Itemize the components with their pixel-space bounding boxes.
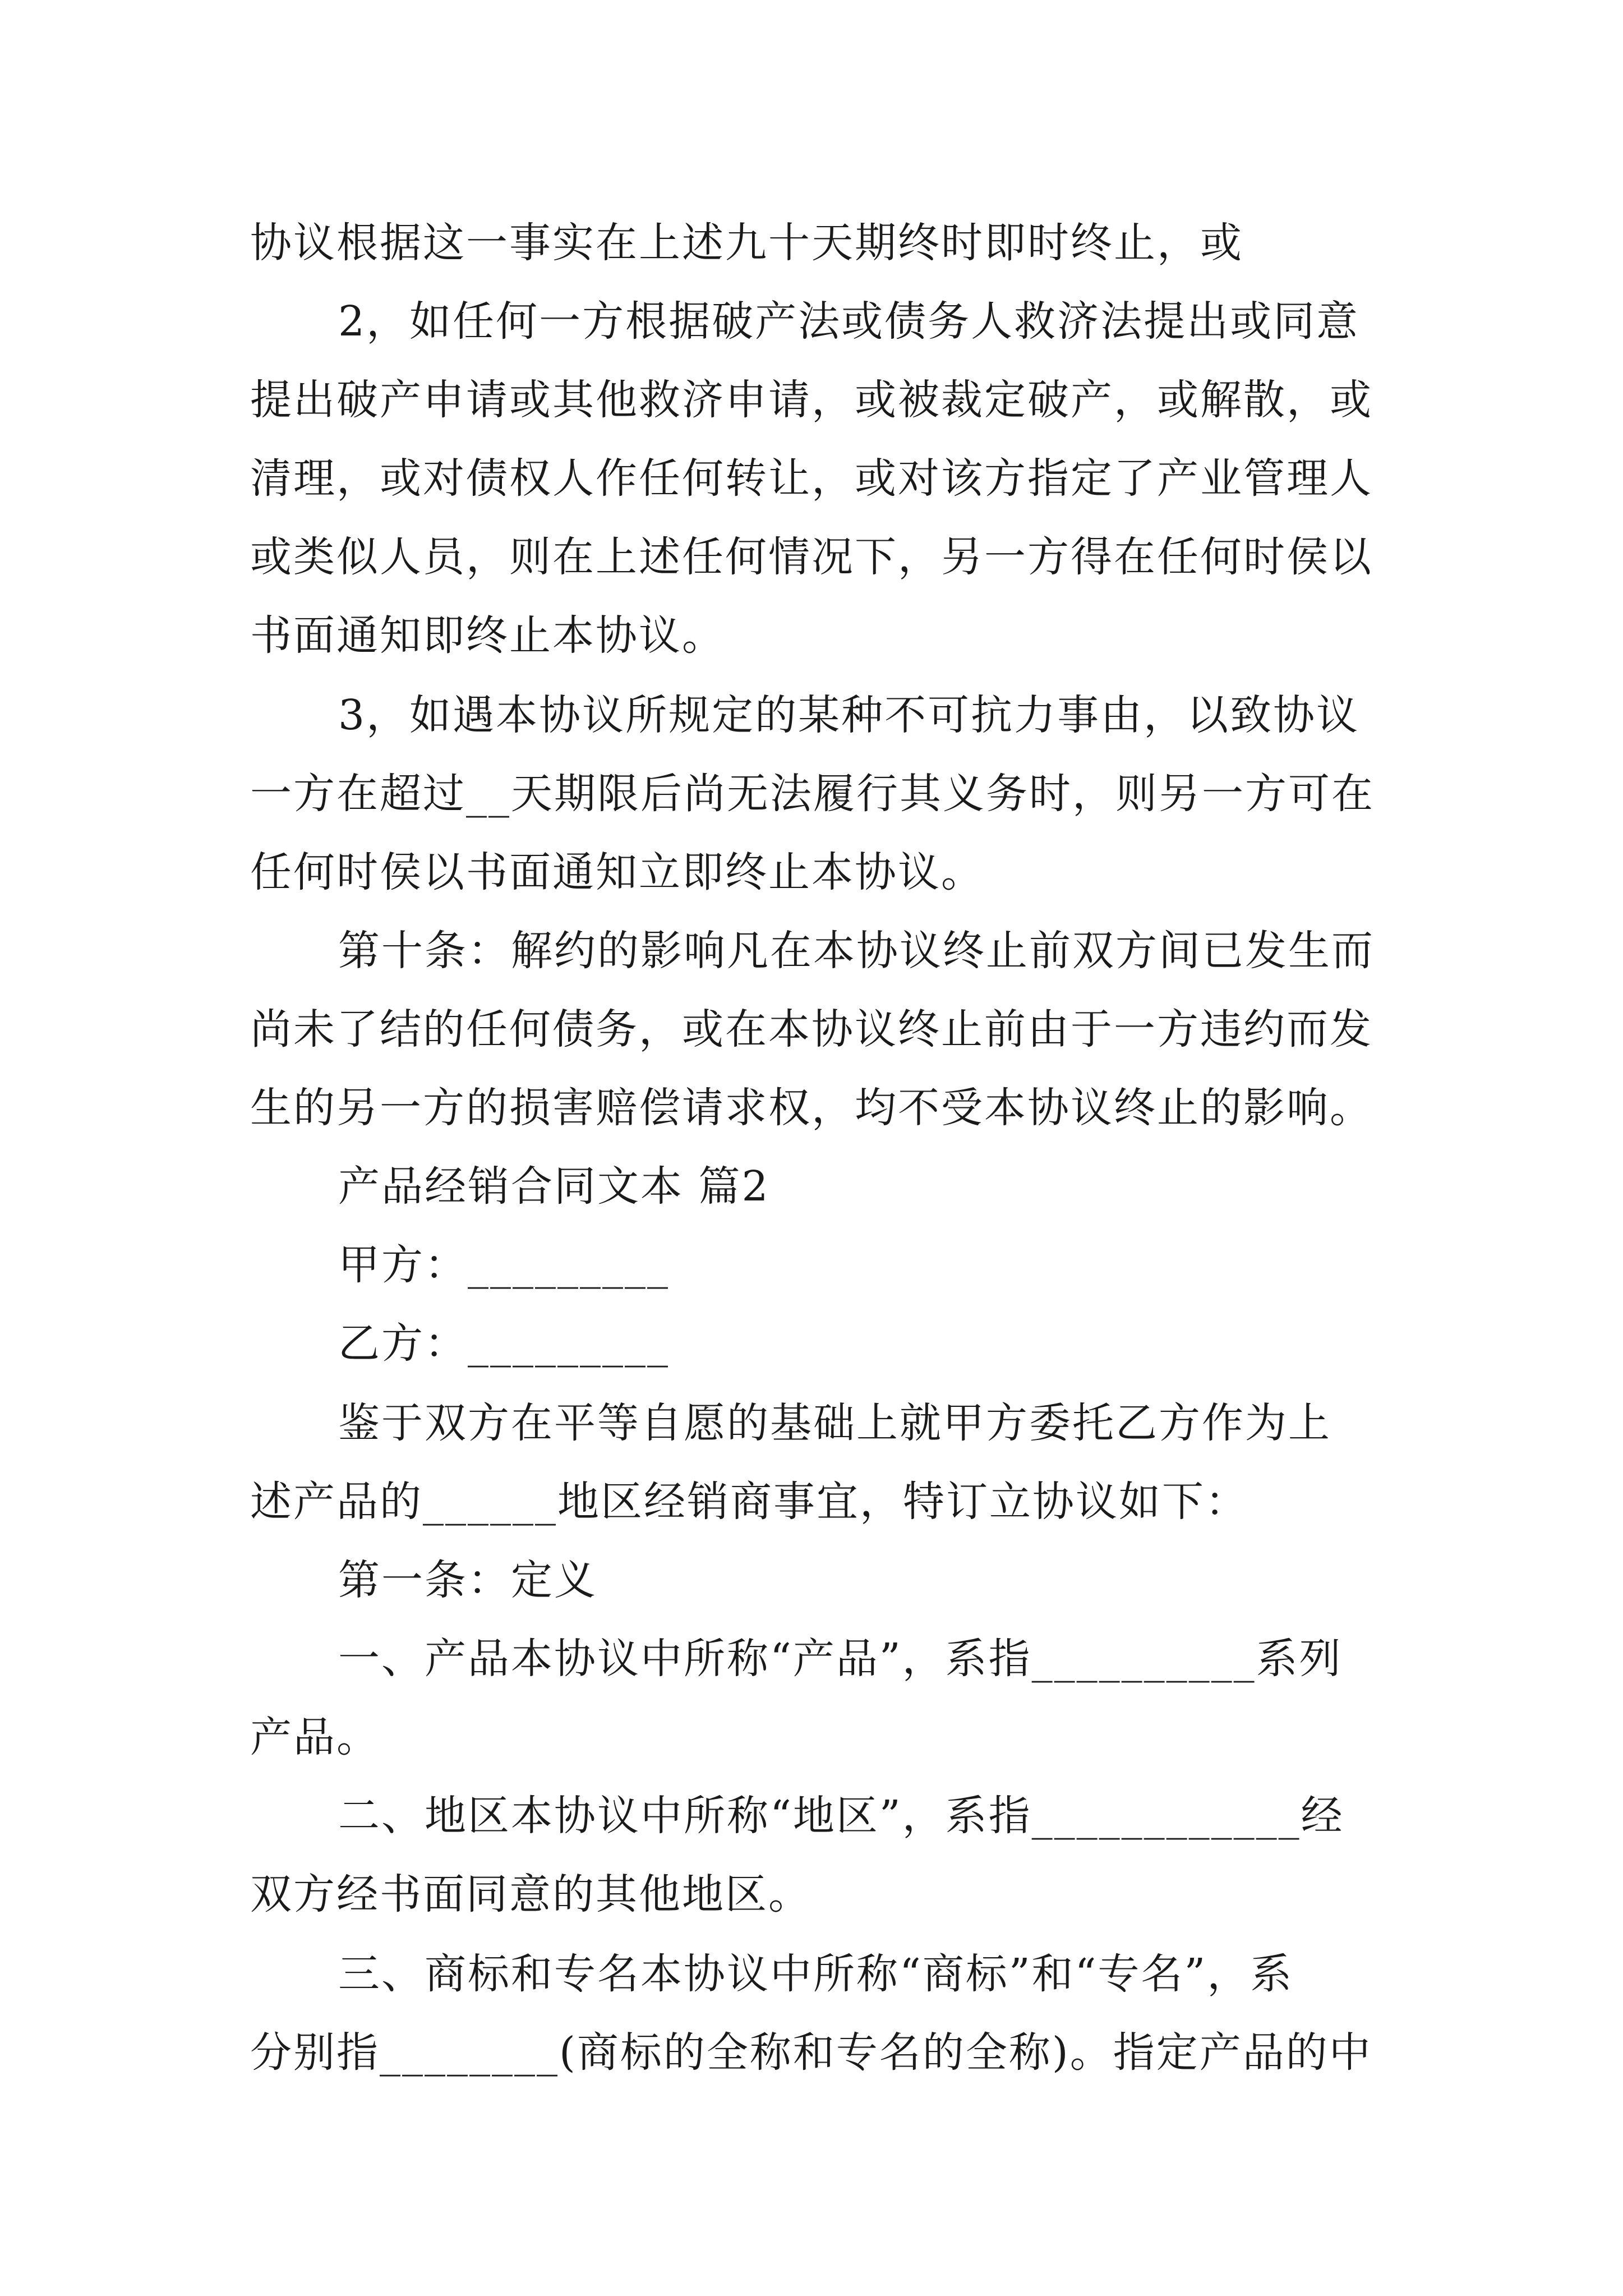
text-line: 鉴于双方在平等自愿的基础上就甲方委托乙方作为上 (338, 1399, 1331, 1447)
text-line: 书面通知即终止本协议。 (250, 611, 725, 660)
text-line: 一、产品本协议中所称“产品”，系指__________系列 (338, 1635, 1343, 1683)
article-heading: 第一条：定义 (338, 1556, 597, 1604)
text-line: 或类似人员，则在上述任何情况下，另一方得在任何时侯以 (250, 533, 1373, 581)
section-heading: 产品经销合同文本 篇2 (338, 1162, 770, 1211)
text-line: 二、地区本协议中所称“地区”，系指____________经 (338, 1792, 1344, 1840)
text-line: 尚未了结的任何债务，或在本协议终止前由于一方违约而发 (250, 1005, 1373, 1053)
text-line: 生的另一方的损害赔偿请求权，均不受本协议终止的影响。 (250, 1084, 1373, 1132)
text-line: 第十条：解约的影响凡在本协议终止前双方间已发生而 (338, 927, 1375, 975)
text-line: 一方在超过__天期限后尚无法履行其义务时，则另一方可在 (250, 770, 1375, 818)
text-line: 双方经书面同意的其他地区。 (250, 1870, 811, 1918)
text-line: 三、商标和专名本协议中所称“商标”和“专名”，系 (338, 1950, 1294, 1998)
text-line: 2，如任何一方根据破产法或债务人救济法提出或同意 (338, 297, 1360, 346)
text-line: 清理，或对债权人作任何转让，或对该方指定了产业管理人 (250, 454, 1373, 503)
text-line: 产品。 (250, 1713, 380, 1761)
text-line: 分别指________(商标的全称和专名的全称)。指定产品的中 (250, 2028, 1372, 2077)
text-line: 协议根据这一事实在上述九十天期终时即时终止，或 (250, 219, 1243, 267)
text-line: 任何时侯以书面通知立即终止本协议。 (250, 848, 984, 896)
party-b-line: 乙方：_________ (338, 1319, 670, 1368)
text-line: 提出破产申请或其他救济申请，或被裁定破产，或解散，或 (250, 376, 1373, 424)
text-line: 3，如遇本协议所规定的某种不可抗力事由，以致协议 (338, 691, 1360, 739)
text-line: 述产品的______地区经销商事宜，特订立协议如下： (250, 1478, 1248, 1526)
party-a-line: 甲方：_________ (338, 1241, 670, 1289)
